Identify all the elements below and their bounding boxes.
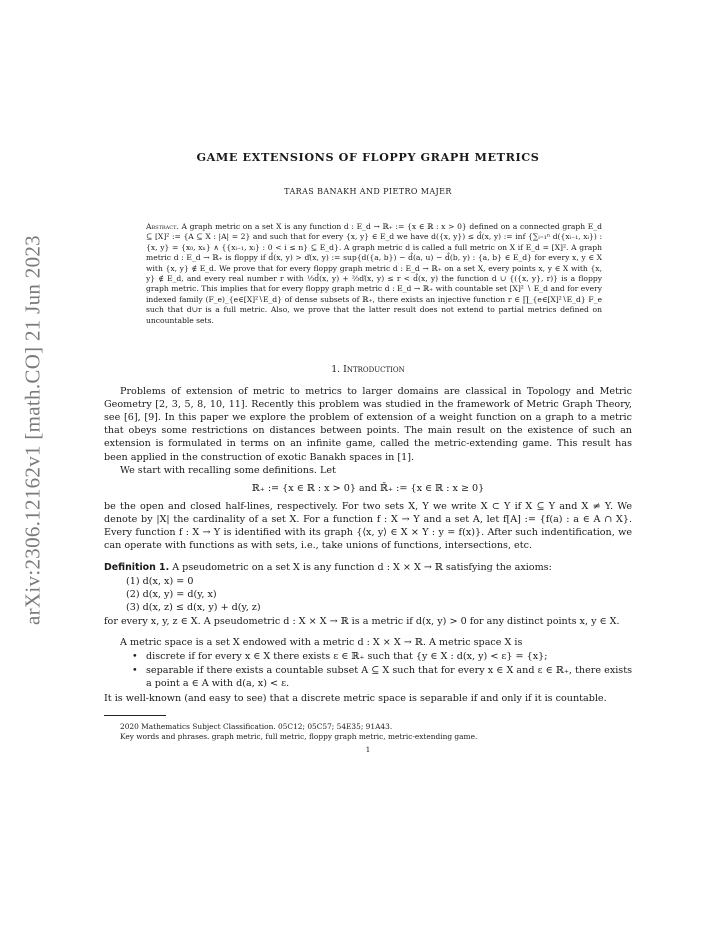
abstract-label: Abstract.	[146, 222, 179, 231]
section-title: Introduction	[343, 364, 405, 376]
metric-space-list	[132, 650, 632, 689]
definition-1	[104, 561, 632, 574]
list-item-separable: • separable if there exists a countable subset A ⊆ X such that for every x ∈ X and ε ∈ ℝ₊, there exists a point a ∈ A with d(a, x) < ε.	[132, 664, 632, 690]
axiom-item: (1) d(x, x) = 0	[126, 576, 194, 588]
page-body	[104, 148, 632, 754]
abstract-text: A graph metric on a set X is any function d : E_d → ℝ₊ := {x ∈ ℝ : x > 0} defined on a connected graph E_d ⊆ [X]² := {A ⊆ X : |A| = 2} and such that for every {x, y} ∈ E_d we have d({x, y}) ≤ d̂(x, y) := inf {∑ᵢ₌₁ⁿ d({xᵢ₋₁, xᵢ}) : {x, y} = {x₀, xₙ} ∧ {{xᵢ₋₁, xᵢ} : 0 < i ≤ n} ⊆ E_d}. A graph metric d is called a full metric on X if E_d = [X]². A graph metric d : E_d → ℝ₊ is floppy if d̂(x, y) > ď(x, y) := sup{d({a, b}) − d̂(a, u) − d̂(b, y) : {a, b} ∈ E_d} for every x, y ∈ X with {x, y} ∉ E_d. We prove that for every floppy graph metric d : E_d → ℝ₊ on a set X, every points x, y ∈ X with {x, y} ∉ E_d, and every real number r with ⅓d̂(x, y) + ⅔ď(x, y) ≤ r < d̂(x, y) the function d ∪ {({x, y}, r)} is a floppy graph metric. This implies that for every floppy graph metric d : E_d → ℝ₊ with countable set [X]² ∖ E_d and for every indexed family (F_e)_{e∈[X]²∖E_d} of dense subsets of ℝ₊, there exists an injective function r ∈ ∏_{e∈[X]²∖E_d} F_e such that d∪r is a full metric. Also, we prove that the latter result does not extend to partial metrics defined on uncountable sets.	[146, 222, 602, 325]
list-item-discrete: • discrete if for every x ∈ X there exists ε ∈ ℝ₊ such that {y ∈ X : d(x, y) < ε} = {x};	[132, 650, 632, 663]
definition-label: Definition 1.	[104, 562, 170, 574]
section-number: 1.	[331, 364, 341, 376]
footnote-keywords: Key words and phrases. graph metric, full metric, floppy graph metric, metric-extending game.	[120, 732, 478, 742]
paper-authors: TARAS BANAKH AND PIETRO MAJER	[284, 187, 452, 196]
abstract	[146, 222, 602, 326]
arxiv-stamp	[18, 210, 48, 650]
footnote-rule	[104, 715, 166, 716]
page-number: 1	[365, 744, 371, 754]
definition-text: A pseudometric on a set X is any function d : X × X → ℝ satisfying the axioms:	[172, 562, 552, 574]
display-equation: ℝ₊ := {x ∈ ℝ : x > 0} and ℝ̄₊ := {x ∈ ℝ : x ≥ 0}	[251, 482, 485, 494]
intro-paragraph: Problems of extension of metric to metrics to larger domains are classical in Topology and Metric Geometry [2, 3, 5, 8, 10, 11]. Recently this problem was studied in the framework of Metric Graph Theory, see [6], [9]. In this paper we explore the problem of extension of a weight function on a graph to a metric that obeys some restrictions on distances between points. The main result on the existence of such an extension is formulated in terms on an infinite game, called the metric-extending game. This result has been applied in the construction of exotic Banakh spaces in [1].	[104, 386, 632, 463]
paper-title: GAME EXTENSIONS OF FLOPPY GRAPH METRICS	[196, 150, 540, 164]
footnote-msc: 2020 Mathematics Subject Classification. 05C12; 05C57; 54E35; 91A43.	[120, 721, 393, 731]
axiom-list	[126, 575, 632, 614]
closing-paragraph: It is well-known (and easy to see) that a discrete metric space is separable if and only if it is countable.	[104, 692, 607, 704]
axiom-item: (2) d(x, y) = d(y, x)	[126, 589, 217, 601]
definition-after: for every x, y, z ∈ X. A pseudometric d : X × X → ℝ is a metric if d(x, y) > 0 for any distinct points x, y ∈ X.	[104, 616, 620, 628]
metric-space-intro: A metric space is a set X endowed with a metric d : X × X → ℝ. A metric space X is	[120, 637, 523, 649]
section-heading	[104, 364, 632, 375]
definitions-lead: We start with recalling some definitions. Let	[120, 464, 336, 476]
arxiv-stamp-text: arXiv:2306.12162v1 [math.CO] 21 Jun 2023	[20, 235, 45, 625]
axiom-item: (3) d(x, z) ≤ d(x, y) + d(y, z)	[126, 602, 261, 614]
notation-paragraph: be the open and closed half-lines, respectively. For two sets X, Y we write X ⊂ Y if X ⊆ Y and X ≠ Y. We denote by |X| the cardinality of a set X. For a function f : X → Y and a set A, let f[A] := {f(a) : a ∈ A ∩ X}. Every function f : X → Y is identified with its graph {⟨x, y⟩ ∈ X × Y : y = f(x)}. After such indentification, we can operate with functions as with sets, i.e., take unions of functions, intersections, etc.	[104, 500, 632, 552]
section-body	[104, 385, 632, 705]
